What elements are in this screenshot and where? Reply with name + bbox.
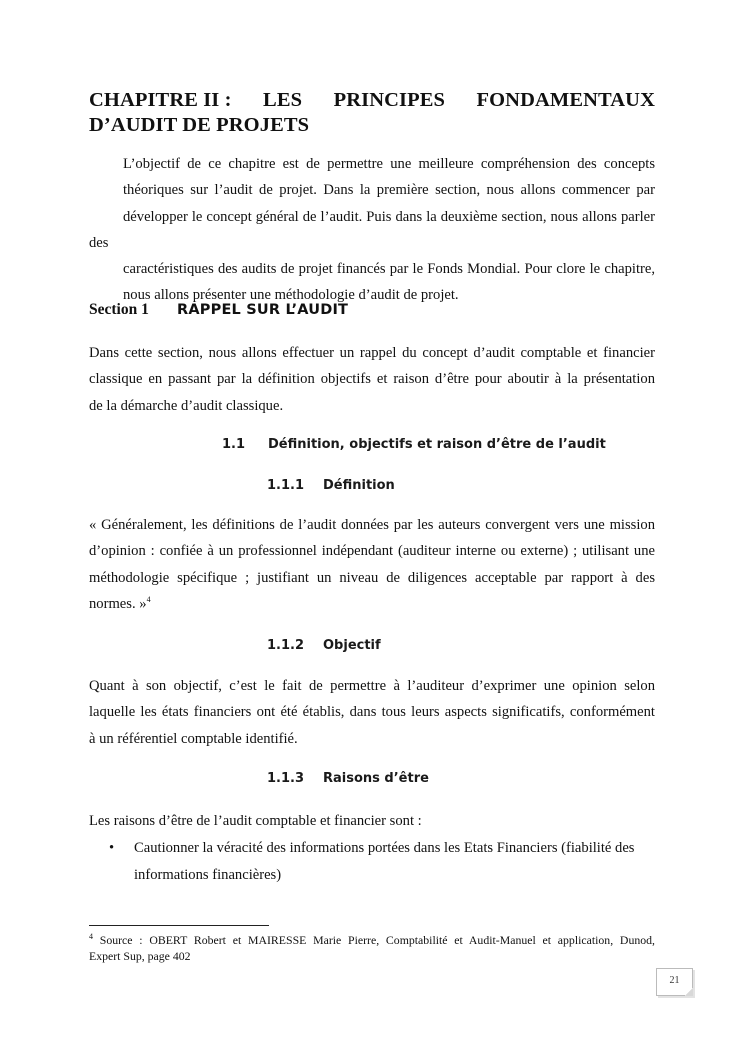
text-line: L’objectif de ce chapitre est de permettre une meilleure compréhension des concepts bbox=[123, 156, 655, 172]
chapter-title-word: PRINCIPES bbox=[333, 89, 445, 111]
subsection-number: 1.1 bbox=[222, 437, 246, 452]
chapter-title-line-2: D’AUDIT DE PROJETS bbox=[89, 114, 310, 136]
definition-paragraph bbox=[89, 512, 655, 617]
subsection-heading-1-1-1 bbox=[267, 478, 395, 493]
subsection-title: Objectif bbox=[323, 638, 381, 653]
chapter-title-word: CHAPITRE II : bbox=[89, 89, 232, 111]
text-line: Expert Sup, page 402 bbox=[89, 949, 191, 963]
page-number-box bbox=[656, 968, 693, 996]
subsection-heading-1-1-3 bbox=[267, 771, 429, 786]
chapter-title bbox=[89, 88, 655, 138]
text-line: Quant à son objectif, c’est le fait de permettre à l’auditeur d’exprimer une opinion selon bbox=[89, 678, 655, 694]
subsection-number: 1.1.3 bbox=[267, 771, 305, 786]
chapter-title-word: LES bbox=[263, 89, 303, 111]
text-line: Les raisons d’être de l’audit comptable et financier sont : bbox=[89, 813, 422, 829]
subsection-heading-1-1-2 bbox=[267, 638, 381, 653]
text-line: de la démarche d’audit classique. bbox=[89, 397, 284, 414]
footnote-marker: 4 bbox=[89, 932, 93, 942]
text-line: Cautionner la véracité des informations portées dans les Etats Financiers (fiabilité des bbox=[134, 840, 635, 856]
section-intro-paragraph bbox=[89, 340, 655, 419]
subsection-number: 1.1.2 bbox=[267, 638, 305, 653]
subsection-number: 1.1.1 bbox=[267, 478, 305, 493]
section-title: RAPPEL SUR L’AUDIT bbox=[177, 302, 349, 318]
text-line-content: normes. » bbox=[89, 595, 147, 612]
subsection-title: Raisons d’être bbox=[323, 771, 429, 786]
subsection-title: Définition bbox=[323, 478, 395, 493]
section-number: Section 1 bbox=[89, 301, 149, 318]
list-item bbox=[109, 835, 655, 889]
text-line: méthodologie spécifique ; justifiant un niveau de diligences acceptable par rapport à des bbox=[89, 569, 655, 586]
subsection-title: Définition, objectifs et raison d’être de l’audit bbox=[268, 437, 606, 452]
text-line: caractéristiques des audits de projet financés par le Fonds Mondial. Pour clore le chapitre, bbox=[123, 261, 655, 278]
chapter-title-word: FONDAMENTAUX bbox=[476, 89, 655, 111]
text-line bbox=[89, 932, 655, 948]
text-line: d’opinion : confiée à un professionnel indépendant (auditeur interne ou externe) ; utilisant une bbox=[89, 543, 655, 560]
text-line: Dans cette section, nous allons effectuer un rappel du concept d’audit comptable et financier bbox=[89, 345, 655, 361]
chapter-title-line-1 bbox=[89, 88, 655, 113]
text-line: développer le concept général de l’audit. Puis dans la deuxième section, nous allons parler des bbox=[89, 208, 655, 251]
page-curl-decoration bbox=[685, 988, 693, 996]
text-line: nous allons présenter une méthodologie d’audit de projet. bbox=[123, 287, 459, 304]
text-line bbox=[89, 591, 655, 617]
bullet-icon: • bbox=[109, 840, 115, 856]
section-heading bbox=[89, 301, 348, 319]
intro-paragraph bbox=[89, 151, 655, 309]
page-number: 21 bbox=[669, 975, 680, 986]
text-line: « Généralement, les définitions de l’audit données par les auteurs convergent vers une mission bbox=[89, 517, 655, 533]
reasons-intro bbox=[89, 808, 655, 834]
text-line: théoriques sur l’audit de projet. Dans la première section, nous allons commencer par bbox=[123, 182, 655, 199]
subsection-heading-1-1 bbox=[222, 437, 606, 452]
footnote bbox=[89, 932, 655, 964]
footnote-reference[interactable]: 4 bbox=[146, 595, 151, 605]
text-line: classique en passant par la définition objectifs et raison d’être pour aboutir à la présentation bbox=[89, 371, 655, 388]
objective-paragraph bbox=[89, 673, 655, 752]
text-line: informations financières) bbox=[134, 867, 282, 883]
text-line: laquelle les états financiers ont été établis, dans tous leurs aspects significatifs, conformément bbox=[89, 704, 655, 721]
list-item-text bbox=[134, 835, 655, 889]
text-line: à un référentiel comptable identifié. bbox=[89, 730, 298, 747]
footnote-text: Source : OBERT Robert et MAIRESSE Marie Pierre, Comptabilité et Audit-Manuel et application, Dunod, bbox=[93, 933, 655, 947]
footnote-separator bbox=[89, 925, 269, 926]
